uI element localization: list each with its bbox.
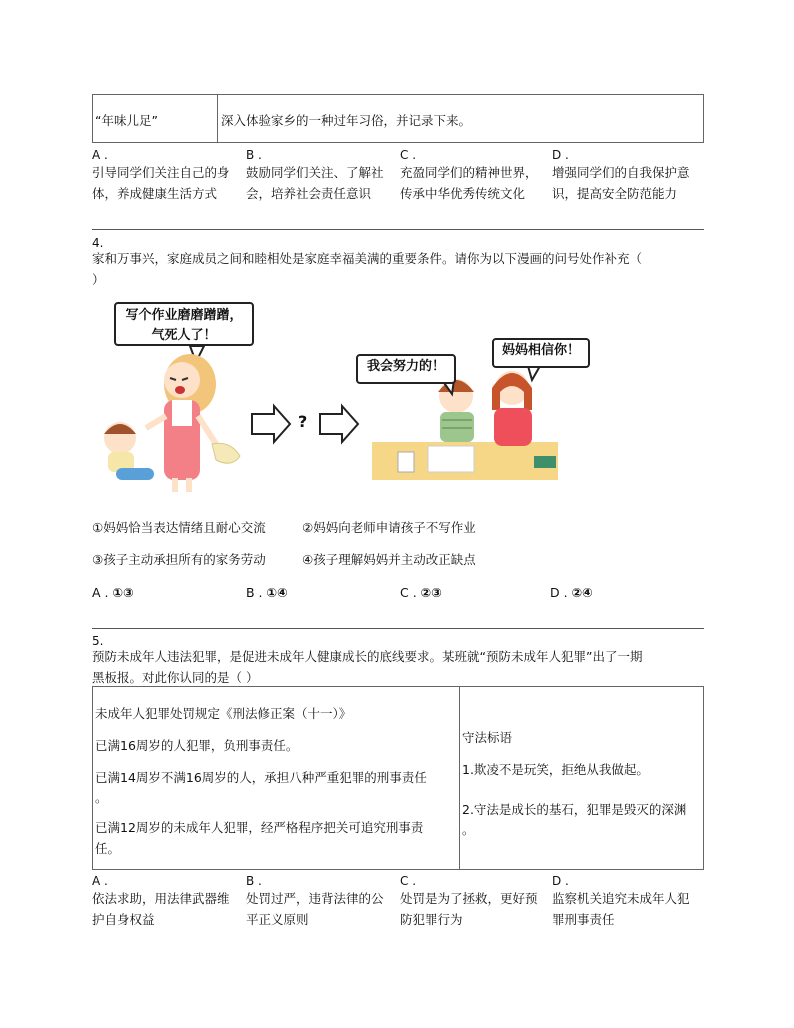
speech-bubble-child: 我会努力的！ bbox=[356, 354, 456, 384]
speech-bubble-angry-mom: 写个作业磨磨蹭蹭， 气死人了！ bbox=[114, 302, 254, 346]
q4-answer-c[interactable]: C . ②③ bbox=[400, 585, 442, 600]
question-mark: ? bbox=[298, 412, 308, 431]
blackboard-table bbox=[92, 686, 704, 870]
q3-option-c[interactable]: C . 充盈同学们的精神世界，传承中华优秀传统文化 bbox=[400, 148, 538, 201]
q4-statement-4: ④孩子理解妈妈并主动改正缺点 bbox=[302, 552, 476, 567]
law-title: 未成年人犯罪处罚规定《刑法修正案（十一）》 bbox=[95, 706, 352, 721]
crying-child-figure bbox=[104, 422, 154, 480]
slogan-1: 1.欺凌不是玩笑，拒绝从我做起。 bbox=[462, 762, 649, 777]
law-rule-16: 已满16周岁的人犯罪，负刑事责任。 bbox=[95, 738, 299, 753]
blackboard-left-cell bbox=[93, 687, 460, 869]
activity-table-left-cell bbox=[93, 95, 218, 142]
speech-bubble-mom-encourage: 妈妈相信你！ bbox=[492, 338, 590, 368]
homework-scene bbox=[372, 371, 558, 480]
law-rule-14: 已满14周岁不满16周岁的人，承担八种严重犯罪的刑事责任 bbox=[95, 770, 427, 785]
q3-option-a[interactable]: A . 引导同学们关注自己的身体，养成健康生活方式 bbox=[92, 148, 230, 201]
q5-stem: 预防未成年人违法犯罪，是促进未成年人健康成长的底线要求。某班就“预防未成年人犯罪”出了一期 黑板报。对此你认同的是（ ） bbox=[92, 649, 643, 685]
activity-name: “年味儿足” bbox=[95, 113, 158, 128]
law-rule-12-tail: 任。 bbox=[95, 841, 121, 856]
q4-answer-b[interactable]: B . ①④ bbox=[246, 585, 288, 600]
q4-stem: 家和万事兴，家庭成员之间和睦相处是家庭幸福美满的重要条件。请你为以下漫画的问号处作补充（ ） bbox=[92, 251, 643, 287]
q5-option-b[interactable]: B . 处罚过严，违背法律的公平正义原则 bbox=[246, 874, 384, 927]
q5-option-c[interactable]: C . 处罚是为了拯救，更好预防犯罪行为 bbox=[400, 874, 538, 927]
activity-table bbox=[92, 94, 704, 143]
slogan-2: 2.守法是成长的基石，犯罪是毁灭的深渊 bbox=[462, 802, 687, 817]
angry-mom-figure bbox=[146, 354, 240, 492]
slogan-2-tail: 。 bbox=[462, 822, 475, 837]
q4-statement-2: ②妈妈向老师申请孩子不写作业 bbox=[302, 520, 476, 535]
q3-option-b[interactable]: B . 鼓励同学们关注、了解社会，培养社会责任意识 bbox=[246, 148, 384, 201]
q3-option-d[interactable]: D . 增强同学们的自我保护意识，提高安全防范能力 bbox=[552, 148, 690, 201]
q4-statement-3: ③孩子主动承担所有的家务劳动 bbox=[92, 552, 266, 567]
q4-answer-a[interactable]: A . ①③ bbox=[92, 585, 134, 600]
law-rule-12: 已满12周岁的未成年人犯罪，经严格程序把关可追究刑事责 bbox=[95, 820, 424, 835]
slogan-title: 守法标语 bbox=[462, 730, 513, 745]
q5-option-a[interactable]: A . 依法求助，用法律武器维护自身权益 bbox=[92, 874, 230, 927]
divider bbox=[92, 229, 704, 230]
activity-description: 深入体验家乡的一种过年习俗，并记录下来。 bbox=[221, 113, 472, 128]
q4-statement-1: ①妈妈恰当表达情绪且耐心交流 bbox=[92, 520, 266, 535]
q4-number: 4. bbox=[92, 236, 104, 250]
divider bbox=[92, 628, 704, 629]
q5-option-d[interactable]: D . 监察机关追究未成年人犯罪刑事责任 bbox=[552, 874, 690, 927]
q4-answer-d[interactable]: D . ②④ bbox=[550, 585, 593, 600]
law-rule-14-tail: 。 bbox=[95, 790, 108, 805]
comic-illustration bbox=[92, 296, 580, 496]
q5-number: 5. bbox=[92, 634, 104, 648]
